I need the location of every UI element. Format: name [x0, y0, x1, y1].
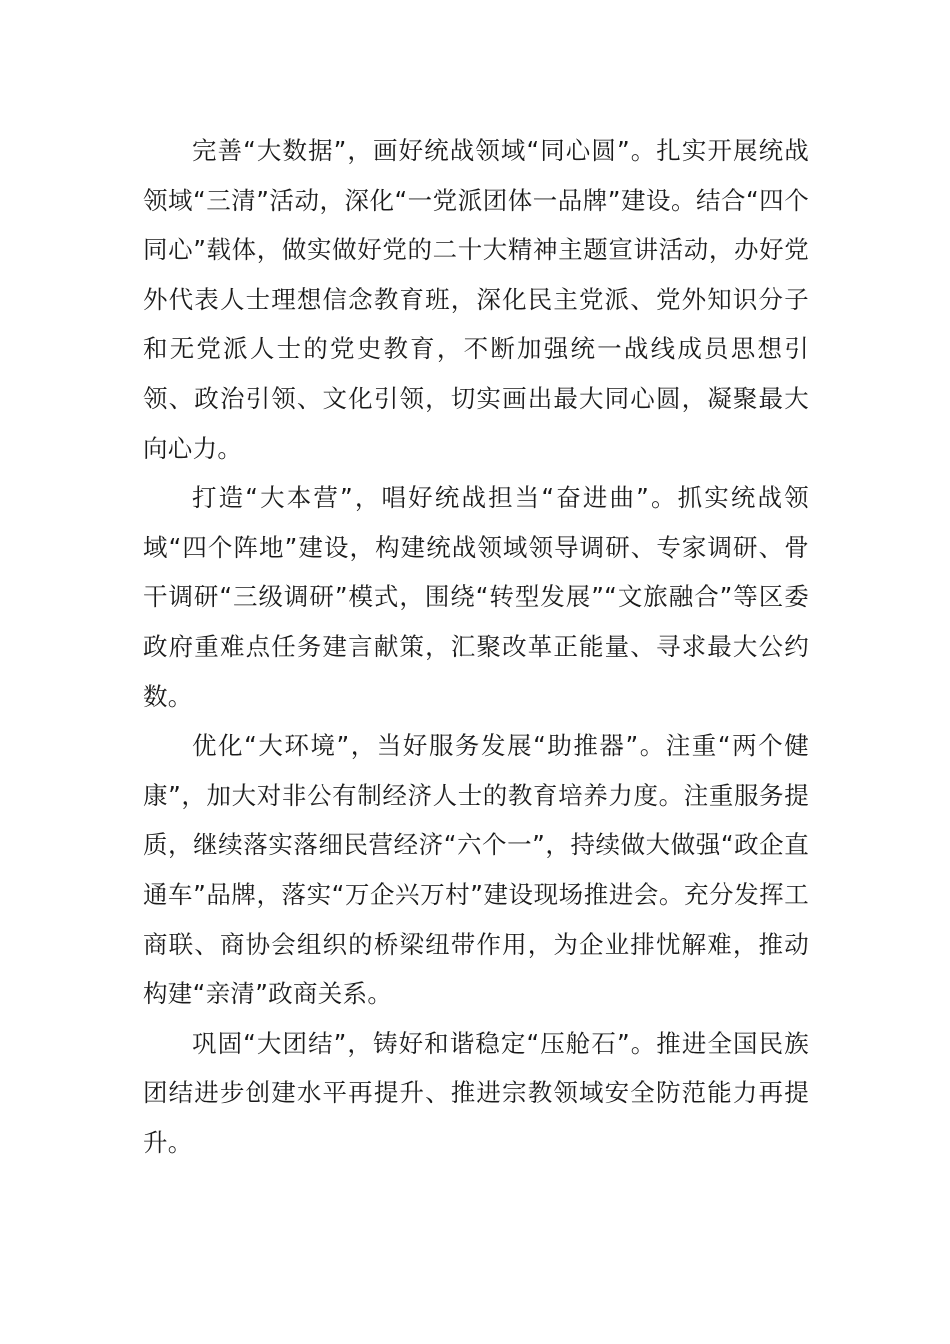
paragraph-big-unity: 巩固“大团结”，铸好和谐稳定“压舱石”。推进全国民族团结进步创建水平再提升、推进宗教领域安全防范能力再提升。	[143, 1028, 809, 1157]
paragraph-big-base: 打造“大本营”，唱好统战担当“奋进曲”。抓实统战领域“四个阵地”建设，构建统战领域领导调研、专家调研、骨干调研“三级调研”模式，围绕“转型发展”“文旅融合”等区委政府重难点任务建言献策，汇聚改革正能量、寻求最大公约数。	[143, 483, 809, 711]
paragraph-big-data: 完善“大数据”，画好统战领域“同心圆”。扎实开展统战领域“三清”活动，深化“一党派团体一品牌”建设。结合“四个同心”载体，做实做好党的二十大精神主题宣讲活动，办好党外代表人士理想信念教育班，深化民主党派、党外知识分子和无党派人士的党史教育，不断加强统一战线成员思想引领、政治引领、文化引领，切实画出最大同心圆，凝聚最大向心力。	[143, 136, 809, 463]
document-body	[143, 126, 809, 1167]
paragraph-big-environment: 优化“大环境”，当好服务发展“助推器”。注重“两个健康”，加大对非公有制经济人士的教育培养力度。注重服务提质，继续落实落细民营经济“六个一”，持续做大做强“政企直通车”品牌，落实“万企兴万村”建设现场推进会。充分发挥工商联、商协会组织的桥梁纽带作用，为企业排忧解难，推动构建“亲清”政商关系。	[143, 731, 809, 1009]
